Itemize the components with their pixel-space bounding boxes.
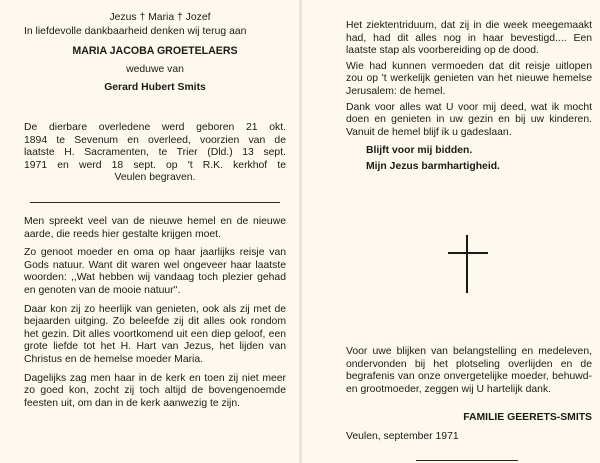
bio-line: 1971 en werd 18 sept. op 't R.K. kerkhof te: [24, 159, 286, 171]
left-panel: [0, 0, 297, 463]
deceased-name: MARIA JACOBA GROETELAERS: [72, 45, 238, 58]
intro-text: In liefdevolle dankbaarheid denken wij terug aan: [24, 25, 247, 37]
husband-name: Gerard Hubert Smits: [104, 82, 206, 94]
widow-of-text: weduwe van: [126, 63, 184, 75]
bio-line: 1894 te Sevenum en overleed, voorzien van de: [24, 134, 286, 146]
prayer-line: Mijn Jezus barmhartigheid.: [366, 160, 500, 172]
family-signature: FAMILIE GEERETS-SMITS: [463, 412, 592, 424]
header-block: [24, 12, 286, 95]
bio-line: laatste H. Sacramenten, te Trier (Dld.) 13 sept.: [24, 147, 286, 159]
bio-line: Veulen begraven.: [114, 172, 196, 184]
thanks-text: Voor uwe blijken van belangstelling en medeleven, ondervonden bij het plotseling overlijden en de begrafenis van onze onvergetelijke moeder, behuwd- en grootmoeder, zeggen wij U hartelijk dank.: [346, 346, 592, 395]
bio-line: De dierbare overledene werd geboren 21 okt.: [24, 122, 286, 133]
left-text-block: [24, 216, 286, 410]
right-lower: [304, 0, 600, 463]
paragraph: Men spreekt veel van de nieuwe hemel en de nieuwe aarde, die reeds hier gestalte krijgen moet.: [24, 216, 286, 240]
footer-line: [416, 460, 518, 461]
paragraph: Wie had kunnen vermoeden dat dit reisje uitlopen zou op 't werkelijk genieten van het nieuwe hemelse Jerusalem: de hemel.: [346, 60, 592, 97]
place-date: Veulen, september 1971: [346, 430, 459, 442]
paragraph: Dank voor alles wat U voor mij deed, wat ik mocht doen en genieten in uw gezin en bij uw kinderen. Vanuit de hemel blijf ik u gadeslaan.: [346, 101, 592, 138]
bio-block: [24, 122, 286, 185]
paragraph: Het ziektentriduum, dat zij in die week meegemaakt had, had dit alles nog in haar bevestigd.... Een laatste stap als voorbereiding op de dood.: [346, 20, 592, 57]
header-line: Jezus † Maria † Jozef: [109, 12, 211, 23]
thanks-block: [346, 346, 592, 444]
paragraph: Zo genoot moeder en oma op haar jaarlijks reisje van Gods natuur. Want dit waren wel ongeveer haar laatste woorden: ,,Wat hebben wij vandaag toch plezier gehad en genoten van de mooie natuur''.: [24, 247, 286, 296]
paragraph: Daar kon zij zo heerlijk van genieten, ook als zij met de bejaarden uitging. Zo beleefde zij dit alles ook rondom het gezin. Dit alles voortkomend uit een diep geloof, een grote liefde tot het H. Hart van Jezus, het lijden van Christus en de hemelse moeder Maria.: [24, 303, 286, 365]
prayer-line: Blijft voor mij bidden.: [366, 145, 473, 157]
paragraph: Dagelijks zag men haar in de kerk en toen zij niet meer zo goed kon, zocht zij toch altijd de bovengenoemde feesten uit, om dan in de kerk aanwezig te zijn.: [24, 372, 286, 409]
separator-line: [30, 202, 280, 203]
card-fold: [299, 0, 302, 463]
